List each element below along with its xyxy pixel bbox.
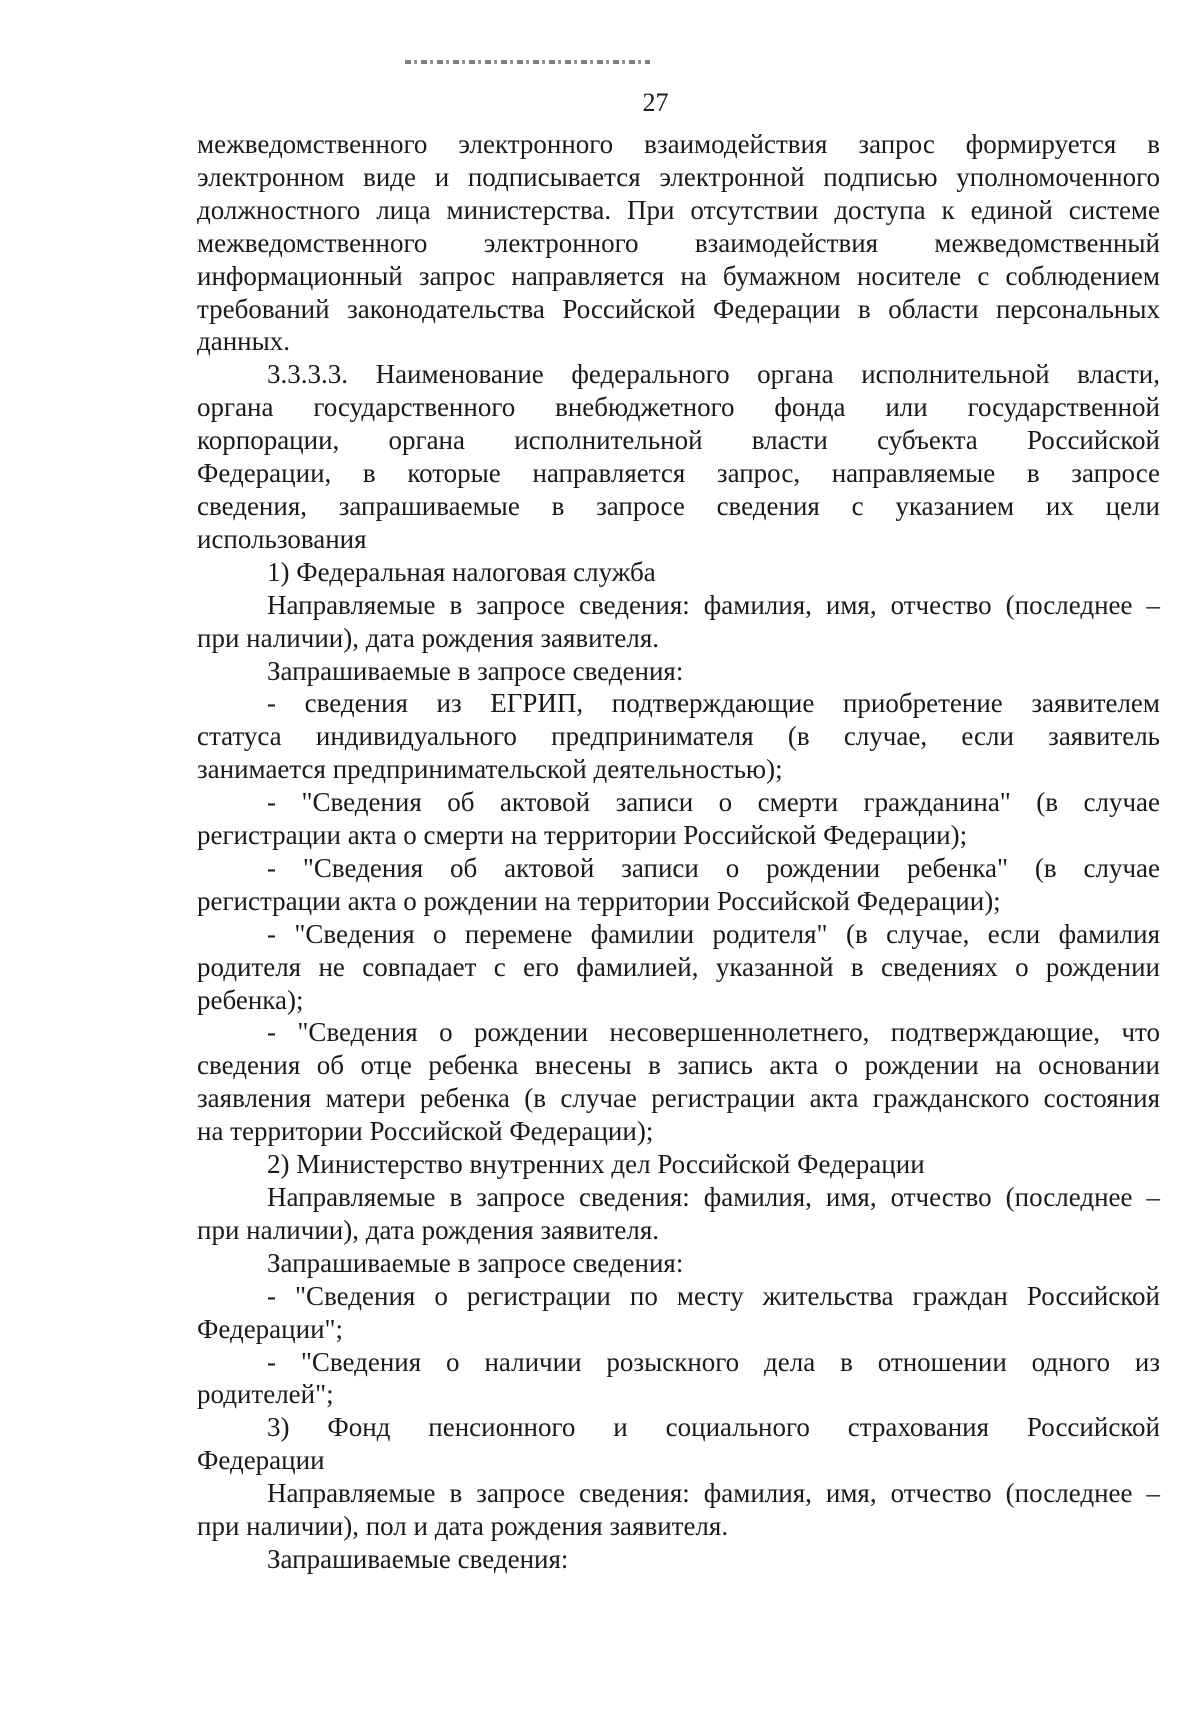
text-line: сведения об отце ребенка внесены в запись акта о рождении на основании — [197, 1050, 1160, 1081]
text-line: при наличии), пол и дата рождения заявителя. — [197, 1511, 729, 1542]
paragraph — [197, 1148, 1160, 1181]
text-line: при наличии), дата рождения заявителя. — [197, 622, 660, 653]
text-line: родителей"; — [197, 1379, 334, 1410]
paragraph — [197, 1280, 1160, 1346]
text-line: Запрашиваемые в запросе сведения: — [267, 655, 684, 686]
text-line: должностного лица министерства. При отсутствии доступа к единой системе — [197, 194, 1160, 225]
page-number: 27 — [642, 88, 669, 117]
text-line: Запрашиваемые сведения: — [267, 1543, 569, 1574]
text-line: - "Сведения о перемене фамилии родителя" (в случае, если фамилия — [267, 918, 1160, 949]
text-line: регистрации акта о рождении на территории Российской Федерации); — [197, 885, 1001, 916]
text-line: - "Сведения о наличии розыскного дела в отношении одного из — [267, 1346, 1160, 1377]
paragraph — [197, 687, 1160, 786]
text-line: электронном виде и подписывается электронной подписью уполномоченного — [197, 161, 1160, 192]
text-line: 1) Федеральная налоговая служба — [267, 556, 656, 587]
paragraph — [197, 786, 1160, 852]
text-line: Направляемые в запросе сведения: фамилия, имя, отчество (последнее – — [267, 589, 1160, 620]
paragraph — [197, 128, 1160, 358]
text-line: требований законодательства Российской Федерации в области персональных — [197, 293, 1160, 324]
text-line: межведомственного электронного взаимодействия запрос формируется в — [197, 129, 1160, 159]
text-line: занимается предпринимательской деятельностью); — [197, 754, 783, 785]
paragraph — [197, 556, 1160, 589]
text-line: - сведения из ЕГРИП, подтверждающие приобретение заявителем — [267, 688, 1160, 719]
text-line: органа государственного внебюджетного фонда или государственной — [197, 392, 1160, 423]
paragraph — [197, 589, 1160, 655]
text-line: Направляемые в запросе сведения: фамилия, имя, отчество (последнее – — [267, 1182, 1160, 1212]
paragraph — [197, 852, 1160, 918]
paragraph — [197, 1016, 1160, 1148]
text-line: сведения, запрашиваемые в запросе сведения с указанием их цели — [197, 490, 1160, 521]
paragraph — [197, 1477, 1160, 1543]
text-line: регистрации акта о смерти на территории Российской Федерации); — [197, 820, 968, 851]
text-line: родителя не совпадает с его фамилией, указанной в сведениях о рождении — [197, 951, 1160, 982]
text-line: - "Сведения об актовой записи о смерти гражданина" (в случае — [267, 787, 1160, 818]
paragraph — [197, 918, 1160, 1017]
paragraph — [197, 358, 1160, 555]
text-line: Запрашиваемые в запросе сведения: — [267, 1247, 684, 1278]
text-line: - "Сведения об актовой записи о рождении ребенка" (в случае — [267, 852, 1160, 883]
text-line: на территории Российской Федерации); — [197, 1116, 654, 1147]
paragraph — [197, 1411, 1160, 1477]
text-line: Федерации"; — [197, 1313, 344, 1344]
text-line: - "Сведения о регистрации по месту жительства граждан Российской — [267, 1280, 1160, 1311]
text-line: Федерации, в которые направляется запрос, направляемые в запросе — [197, 458, 1160, 489]
text-line: - "Сведения о рождении несовершеннолетнего, подтверждающие, что — [267, 1017, 1160, 1048]
text-line: информационный запрос направляется на бумажном носителе с соблюдением — [197, 260, 1160, 291]
text-line: Направляемые в запросе сведения: фамилия, имя, отчество (последнее – — [267, 1478, 1160, 1509]
paragraph — [197, 1543, 1160, 1576]
text-line: заявления матери ребенка (в случае регистрации акта гражданского состояния — [197, 1083, 1160, 1114]
text-line: 3) Фонд пенсионного и социального страхования Российской — [267, 1412, 1160, 1443]
text-line: 2) Министерство внутренних дел Российской Федерации — [267, 1149, 925, 1180]
paragraph — [197, 1247, 1160, 1280]
text-line: 3.3.3.3. Наименование федерального органа исполнительной власти, — [267, 359, 1160, 390]
text-line: при наличии), дата рождения заявителя. — [197, 1214, 660, 1245]
text-line: ребенка); — [197, 984, 304, 1015]
paragraph — [197, 1181, 1160, 1247]
text-line: использования — [197, 523, 367, 554]
scan-artifact — [405, 60, 650, 64]
text-line: Федерации — [197, 1445, 325, 1476]
text-line: межведомственного электронного взаимодействия межведомственный — [197, 227, 1160, 258]
paragraph — [197, 1346, 1160, 1412]
text-line: корпорации, органа исполнительной власти субъекта Российской — [197, 425, 1160, 456]
text-line: данных. — [197, 326, 291, 357]
paragraph — [197, 655, 1160, 688]
document-body — [197, 128, 1160, 1576]
text-line: статуса индивидуального предпринимателя (в случае, если заявитель — [197, 721, 1160, 752]
